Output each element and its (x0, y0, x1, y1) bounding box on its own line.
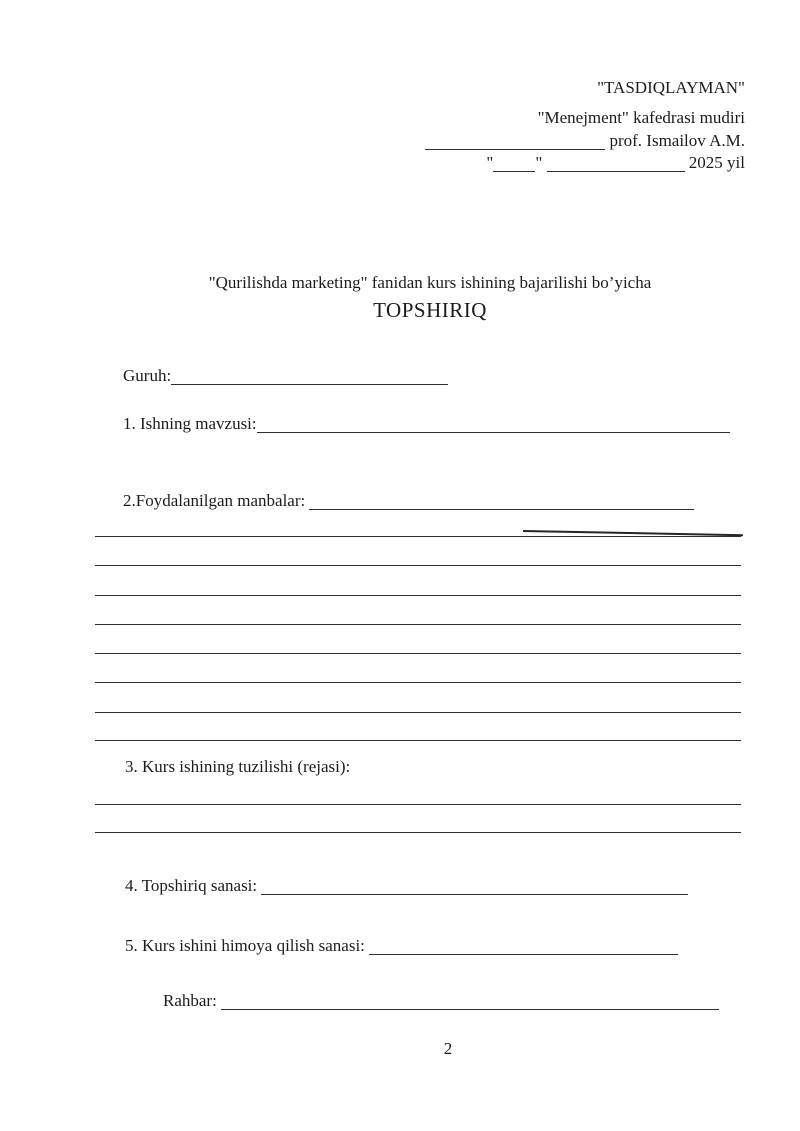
document-heading: TOPSHIRIQ (373, 298, 487, 322)
ruled-line (95, 595, 741, 596)
ruled-line (95, 682, 741, 683)
date-open-quote: " (486, 153, 494, 172)
approval-date-row (486, 153, 745, 173)
group-label: Guruh: (123, 366, 172, 385)
defense-date-blank-field (369, 937, 678, 955)
sources-blank-field (309, 492, 694, 510)
sources-row (123, 491, 694, 511)
defense-date-row (125, 936, 678, 956)
topic-label: 1. Ishning mavzusi: (123, 414, 257, 433)
date-close-quote: " (535, 153, 543, 172)
sources-label: 2.Foydalanilgan manbalar: (123, 491, 306, 510)
defense-date-label: 5. Kurs ishini himoya qilish sanasi: (125, 936, 365, 955)
assignment-date-label: 4. Topshiriq sanasi: (125, 876, 258, 895)
structure-row (125, 757, 350, 777)
approval-position: "Menejment" kafedrasi mudiri (537, 108, 745, 127)
structure-label: 3. Kurs ishining tuzilishi (rejasi): (125, 757, 351, 776)
assignment-date-row (125, 876, 688, 896)
ruled-line (95, 536, 741, 537)
ruled-line (95, 804, 741, 805)
approval-title: "TASDIQLAYMAN" (597, 78, 745, 97)
document-subtitle: "Qurilishda marketing" fanidan kurs ishining bajarilishi bo’yicha (208, 273, 652, 292)
group-row (123, 366, 448, 386)
page-number: 2 (443, 1039, 453, 1058)
topic-row (123, 414, 730, 434)
ruled-line (95, 712, 741, 713)
date-month-blank-field (547, 154, 685, 172)
approval-signature-row (425, 131, 745, 151)
ruled-line (95, 565, 741, 566)
ruled-line (95, 624, 741, 625)
ruled-line (95, 653, 741, 654)
assignment-date-blank-field (261, 877, 688, 895)
topic-blank-field (257, 415, 730, 433)
ruled-line (95, 832, 741, 833)
ruled-line (95, 740, 741, 741)
approval-year-text: 2025 yil (688, 153, 745, 172)
date-day-blank-field (493, 154, 535, 172)
supervisor-label: Rahbar: (163, 991, 217, 1010)
approval-approver-name: prof. Ismailov A.M. (609, 131, 745, 150)
supervisor-blank-field (221, 992, 719, 1010)
signature-blank-field (425, 132, 605, 150)
group-blank-field (171, 367, 448, 385)
supervisor-row (163, 991, 719, 1011)
